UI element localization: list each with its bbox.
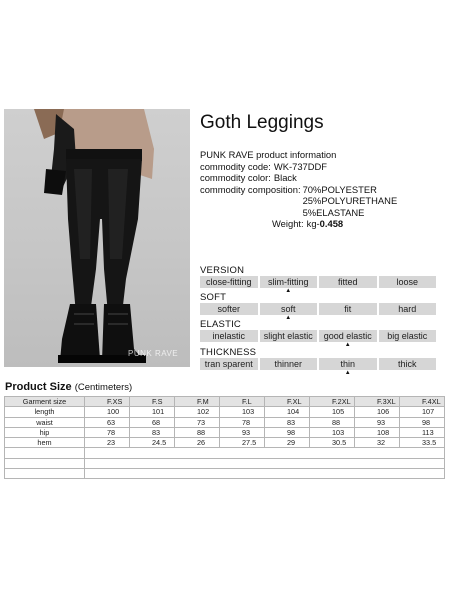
table-header-cell: F.XS	[85, 397, 130, 407]
table-cell: 83	[130, 427, 175, 437]
table-cell: 88	[310, 417, 355, 427]
table-row	[5, 417, 445, 427]
attribute-version	[200, 265, 436, 295]
table-cell: 105	[310, 407, 355, 417]
product-title: Goth Leggings	[200, 112, 324, 133]
table-cell: hem	[5, 438, 85, 448]
attribute-title: VERSION	[200, 265, 245, 276]
weight-prefix: kg-	[306, 218, 320, 229]
scale-option: hard	[379, 303, 437, 315]
table-cell	[85, 458, 445, 468]
attribute-scale	[200, 303, 436, 315]
brand-line	[200, 149, 397, 161]
table-header-cell: F.M	[175, 397, 220, 407]
selection-slot	[379, 370, 437, 377]
scale-option: fit	[319, 303, 377, 315]
selected-marker-icon: ▲	[344, 370, 351, 376]
table-cell	[85, 448, 445, 458]
attribute-title: ELASTIC	[200, 319, 241, 330]
table-header-cell: Garment size	[5, 397, 85, 407]
table-header-cell: F.S	[130, 397, 175, 407]
scale-option: thinner	[260, 358, 318, 370]
table-cell: 93	[220, 427, 265, 437]
table-cell: 107	[400, 407, 445, 417]
table-cell: 113	[400, 427, 445, 437]
scale-option: thick	[379, 358, 437, 370]
table-header-row	[5, 397, 445, 407]
table-cell: 78	[85, 427, 130, 437]
table-cell: 27.5	[220, 438, 265, 448]
attribute-elastic	[200, 319, 436, 349]
selected-marker-icon: ▲	[344, 342, 351, 348]
composition-value: 25%POLYURETHANE	[302, 195, 398, 206]
product-size-unit: (Centimeters)	[74, 382, 133, 393]
attribute-scale	[200, 330, 436, 342]
table-cell: 83	[265, 417, 310, 427]
selection-slot	[200, 370, 258, 377]
scale-option: good elastic	[319, 330, 377, 342]
attribute-title: THICKNESS	[200, 347, 257, 358]
table-cell: 73	[175, 417, 220, 427]
table-cell: 33.5	[400, 438, 445, 448]
weight-value-wrap	[307, 218, 344, 230]
scale-option: slight elastic	[260, 330, 318, 342]
table-cell: 108	[355, 427, 400, 437]
composition-value: 70%POLYESTER	[302, 183, 377, 195]
product-size-title: Product Size	[5, 381, 72, 393]
table-cell: 93	[355, 417, 400, 427]
scale-option: soft	[260, 303, 318, 315]
scale-option: loose	[379, 276, 437, 288]
table-cell: 23	[85, 438, 130, 448]
table-row	[5, 438, 445, 448]
table-cell: 63	[85, 417, 130, 427]
model-figure-illustration	[4, 109, 190, 367]
table-header-cell: F.2XL	[310, 397, 355, 407]
table-cell: 78	[220, 417, 265, 427]
table-row	[5, 407, 445, 417]
table-row	[5, 427, 445, 437]
scale-option: softer	[200, 303, 258, 315]
selected-marker-icon: ▲	[285, 288, 292, 294]
commodity-composition-row	[200, 184, 397, 219]
brand-line-text: PUNK RAVE product information	[200, 149, 337, 160]
table-cell: 32	[355, 438, 400, 448]
table-cell	[5, 448, 85, 458]
table-cell: 104	[265, 407, 310, 417]
commodity-code-value: WK-737DDF	[273, 160, 328, 172]
attribute-scale	[200, 358, 436, 370]
table-cell	[5, 458, 85, 468]
photo-watermark: PUNK RAVE	[128, 349, 179, 358]
table-cell: 98	[400, 417, 445, 427]
commodity-code-label: commodity code:	[200, 160, 271, 172]
table-cell: hip	[5, 427, 85, 437]
table-row-empty	[5, 448, 445, 458]
attribute-thickness	[200, 347, 436, 377]
table-cell	[85, 469, 445, 479]
scale-option: thin	[319, 358, 377, 370]
attribute-title: SOFT	[200, 292, 227, 303]
table-cell: 102	[175, 407, 220, 417]
attribute-soft	[200, 292, 436, 322]
product-photo	[4, 109, 190, 367]
scale-option: big elastic	[379, 330, 437, 342]
selection-marks	[200, 370, 436, 377]
table-cell: 100	[85, 407, 130, 417]
attribute-scale	[200, 276, 436, 288]
table-cell: 24.5	[130, 438, 175, 448]
table-header-cell: F.L	[220, 397, 265, 407]
commodity-color-label: commodity color:	[200, 172, 271, 183]
scale-option: fitted	[319, 276, 377, 288]
scale-option: inelastic	[200, 330, 258, 342]
table-cell: length	[5, 407, 85, 417]
product-size-heading	[5, 381, 132, 393]
table-cell: 98	[265, 427, 310, 437]
table-cell: 29	[265, 438, 310, 448]
table-cell: 26	[175, 438, 220, 448]
scale-option: tran sparent	[200, 358, 258, 370]
table-header-cell: F.XL	[265, 397, 310, 407]
weight-value: 0.458	[319, 218, 344, 229]
table-cell: 30.5	[310, 438, 355, 448]
selected-marker-icon: ▲	[285, 315, 292, 321]
commodity-composition-label: commodity composition:	[200, 183, 301, 195]
table-cell: 103	[220, 407, 265, 417]
weight-row	[200, 218, 397, 230]
product-info	[200, 149, 397, 230]
weight-label: Weight:	[272, 218, 304, 229]
commodity-color-row	[200, 172, 397, 184]
table-cell: 68	[130, 417, 175, 427]
commodity-composition-values	[303, 184, 398, 219]
table-row-empty	[5, 469, 445, 479]
commodity-color-value: Black	[273, 172, 297, 183]
table-cell: 101	[130, 407, 175, 417]
composition-value: 5%ELASTANE	[302, 206, 365, 218]
table-header-cell: F.4XL	[400, 397, 445, 407]
scale-option: close-fitting	[200, 276, 258, 288]
table-cell	[5, 469, 85, 479]
table-cell: 103	[310, 427, 355, 437]
size-table	[4, 396, 445, 479]
table-header-cell: F.3XL	[355, 397, 400, 407]
table-row-empty	[5, 458, 445, 468]
table-cell: waist	[5, 417, 85, 427]
selection-slot	[260, 370, 318, 377]
table-cell: 106	[355, 407, 400, 417]
scale-option: slim-fitting	[260, 276, 318, 288]
commodity-code-row	[200, 161, 397, 173]
table-cell: 88	[175, 427, 220, 437]
